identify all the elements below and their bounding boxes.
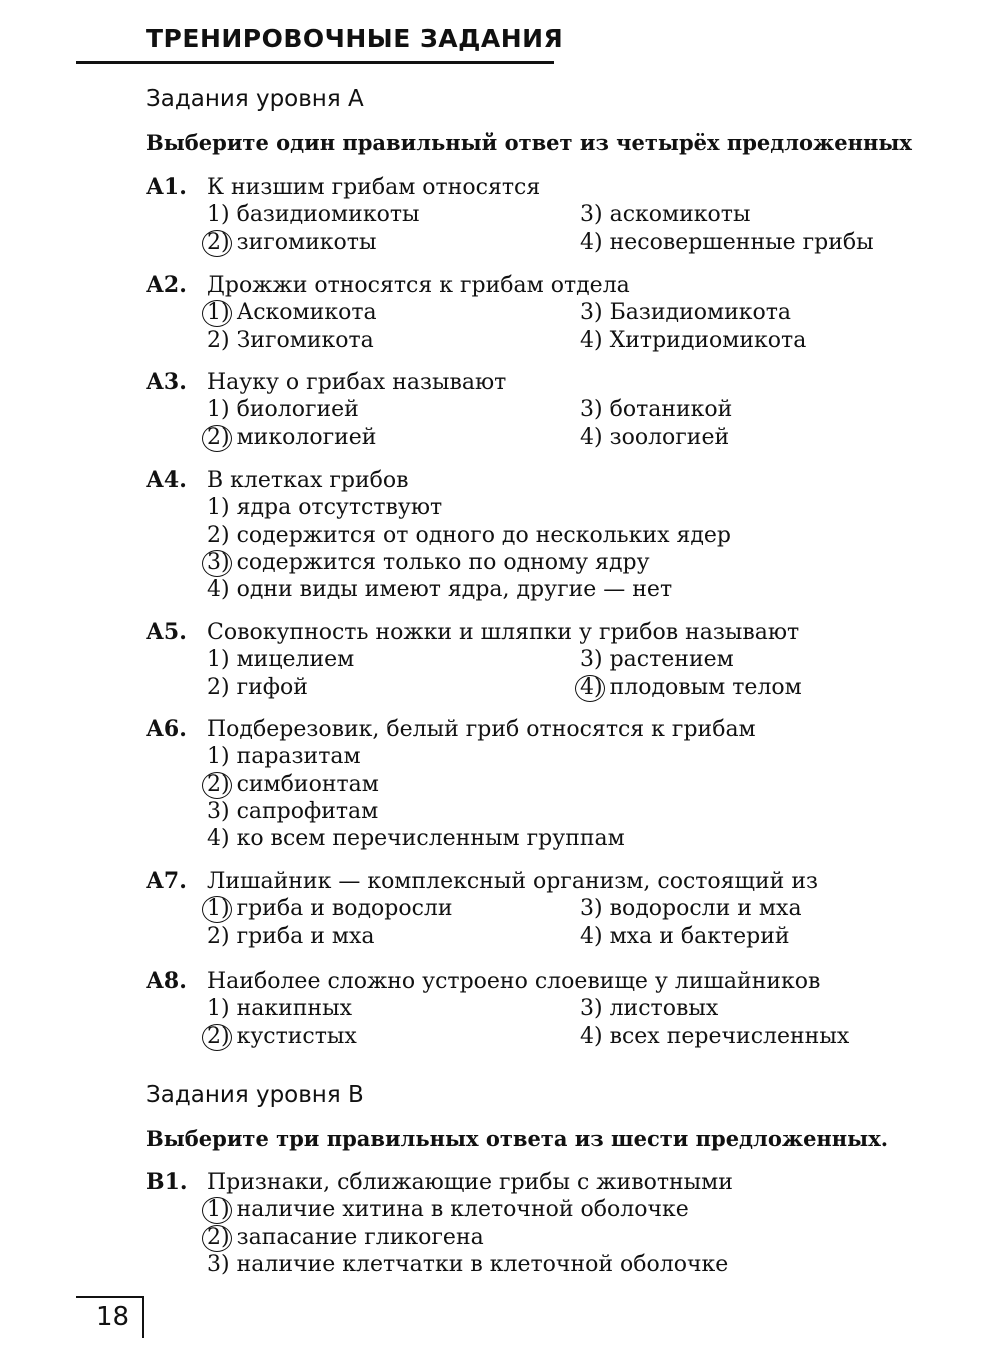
option-selected: 2) кустистых [207, 1023, 580, 1050]
option: 4) ко всем перечисленным группам [207, 826, 625, 852]
question-a4 [146, 467, 946, 603]
question-a7 [146, 868, 946, 950]
option: 3) сапрофитам [207, 798, 379, 824]
page-number: 18 [96, 1302, 130, 1332]
question-a6 [146, 716, 946, 852]
answer-circle-mark [202, 772, 232, 799]
question-text: Науку о грибах называют [207, 370, 507, 395]
option-selected: 2) микологией [207, 424, 580, 451]
question-number: А2. [146, 272, 187, 298]
option: 1) паразитам [207, 744, 361, 770]
option: 2) гриба и мха [207, 923, 375, 949]
option-selected: 2) запасание гликогена [207, 1224, 946, 1251]
question-a8 [146, 968, 946, 1050]
option-selected: 1) гриба и водоросли [207, 895, 580, 922]
level-b-title: Задания уровня В [146, 1082, 364, 1108]
option: 1) накипных [207, 996, 353, 1022]
option-selected: 4) плодовым телом [580, 674, 946, 701]
option: 3) листовых [580, 996, 719, 1022]
question-text: Дрожжи относятся к грибам отдела [207, 273, 630, 298]
question-text: Подберезовик, белый гриб относятся к грибам [207, 717, 756, 742]
answer-circle-mark [202, 230, 232, 257]
question-number: А4. [146, 467, 187, 493]
question-text: Лишайник — комплексный организм, состоящий из [207, 869, 818, 894]
option: 4) всех перечисленных [580, 1023, 850, 1049]
question-a3 [146, 369, 946, 451]
option: 3) растением [580, 647, 734, 673]
option: 1) мицелием [207, 647, 355, 673]
question-number: А8. [146, 968, 187, 994]
option: 4) мха и бактерий [580, 923, 790, 949]
option-selected: 2) симбионтам [207, 771, 946, 798]
question-a1 [146, 174, 946, 256]
answer-circle-mark [202, 425, 232, 452]
question-number: В1. [146, 1169, 188, 1195]
question-text: К низшим грибам относятся [207, 175, 541, 200]
option: 4) одни виды имеют ядра, другие — нет [207, 577, 673, 603]
option-selected: 1) наличие хитина в клеточной оболочке [207, 1196, 946, 1223]
question-b1 [146, 1169, 946, 1278]
answer-circle-mark [202, 1024, 232, 1051]
option: 1) ядра отсутствуют [207, 495, 443, 521]
level-b-instruction: Выберите три правильных ответа из шести предложенных. [146, 1126, 889, 1151]
option: 2) содержится от одного до нескольких ядер [207, 522, 732, 548]
option: 1) базидиомикоты [207, 202, 420, 228]
question-number: А6. [146, 716, 187, 742]
answer-circle-mark [202, 1225, 232, 1252]
option: 2) Зигомикота [207, 327, 374, 353]
option-selected: 2) зигомикоты [207, 229, 580, 256]
level-a-instruction: Выберите один правильный ответ из четырёх предложенных [146, 130, 912, 155]
question-number: А7. [146, 868, 187, 894]
answer-circle-mark [202, 550, 232, 577]
option: 3) ботаникой [580, 397, 733, 423]
question-text: В клетках грибов [207, 468, 409, 493]
question-text: Совокупность ножки и шляпки у грибов называют [207, 620, 800, 645]
level-a-title: Задания уровня А [146, 86, 364, 112]
option: 1) биологией [207, 397, 359, 423]
question-number: А5. [146, 619, 187, 645]
option: 4) Хитридиомикота [580, 327, 807, 353]
question-number: А1. [146, 174, 187, 200]
question-text: Признаки, сближающие грибы с животными [207, 1170, 733, 1195]
option: 3) Базидиомикота [580, 300, 792, 326]
section-title: ТРЕНИРОВОЧНЫЕ ЗАДАНИЯ [146, 24, 564, 53]
question-text: Наиболее сложно устроено слоевище у лишайников [207, 969, 821, 994]
option: 3) аскомикоты [580, 202, 751, 228]
option: 4) зоологией [580, 424, 730, 450]
question-a5 [146, 619, 946, 701]
option: 2) гифой [207, 674, 308, 700]
option-selected: 3) содержится только по одному ядру [207, 549, 946, 576]
question-number: А3. [146, 369, 187, 395]
option: 4) несовершенные грибы [580, 229, 874, 255]
question-a2 [146, 272, 946, 354]
option-selected: 1) Аскомикота [207, 299, 580, 326]
option: 3) наличие клетчатки в клеточной оболочке [207, 1251, 729, 1277]
answer-circle-mark [575, 675, 605, 702]
title-underline [76, 61, 554, 64]
option: 3) водоросли и мха [580, 896, 802, 922]
